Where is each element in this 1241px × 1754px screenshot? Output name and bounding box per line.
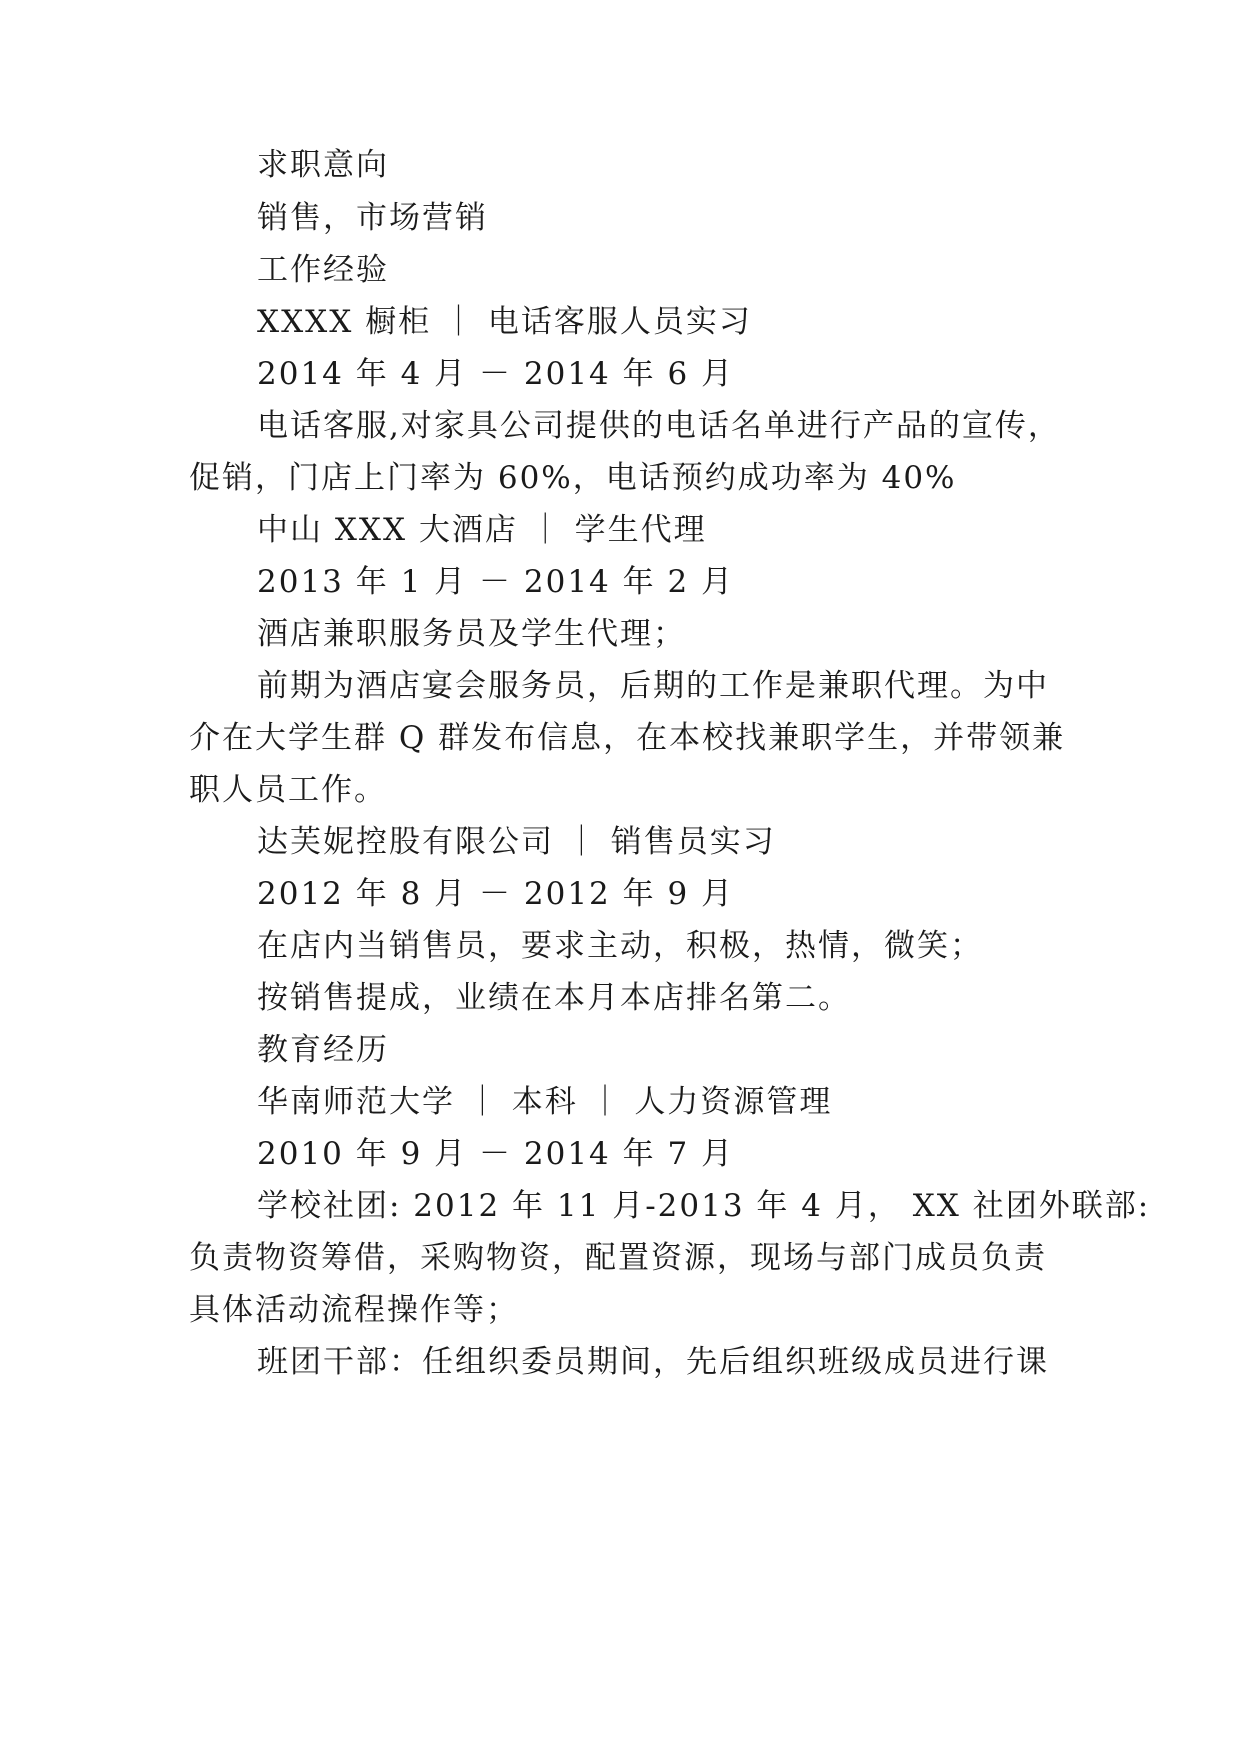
job-title: XXXX 橱柜 ｜ 电话客服人员实习 bbox=[257, 304, 752, 340]
job-period: 2014 年 4 月 － 2014 年 6 月 bbox=[257, 356, 735, 392]
education-description-line: 班团干部：任组织委员期间，先后组织班级成员进行课 bbox=[257, 1344, 1049, 1380]
job-description-line: 促销，门店上门率为 60%，电话预约成功率为 40% bbox=[189, 460, 957, 496]
section-heading-intent: 求职意向 bbox=[257, 147, 389, 183]
education-description-line: 负责物资筹借，采购物资，配置资源，现场与部门成员负责 bbox=[189, 1240, 1047, 1276]
job-description-line: 电话客服,对家具公司提供的电话名单进行产品的宣传， bbox=[257, 408, 1061, 444]
education-title: 华南师范大学 ｜ 本科 ｜ 人力资源管理 bbox=[257, 1084, 833, 1120]
job-description-line: 职人员工作。 bbox=[189, 772, 387, 808]
job-description-line: 酒店兼职服务员及学生代理； bbox=[257, 616, 686, 652]
education-description-line: 学校社团: 2012 年 11 月-2013 年 4 月， XX 社团外联部: bbox=[257, 1188, 1151, 1224]
job-title: 中山 XXX 大酒店 ｜ 学生代理 bbox=[257, 512, 707, 548]
intent-value: 销售，市场营销 bbox=[257, 200, 488, 236]
job-description-line: 介在大学生群 Q 群发布信息，在本校找兼职学生，并带领兼 bbox=[189, 720, 1066, 756]
job-description-line: 在店内当销售员，要求主动，积极，热情，微笑； bbox=[257, 928, 983, 964]
education-period: 2010 年 9 月 － 2014 年 7 月 bbox=[257, 1136, 735, 1172]
section-heading-education: 教育经历 bbox=[257, 1032, 389, 1068]
job-description-line: 前期为酒店宴会服务员，后期的工作是兼职代理。为中 bbox=[257, 668, 1049, 704]
section-heading-work: 工作经验 bbox=[257, 252, 389, 288]
education-description-line: 具体活动流程操作等； bbox=[189, 1292, 519, 1328]
job-period: 2012 年 8 月 － 2012 年 9 月 bbox=[257, 876, 735, 912]
job-period: 2013 年 1 月 － 2014 年 2 月 bbox=[257, 564, 735, 600]
job-description-line: 按销售提成，业绩在本月本店排名第二。 bbox=[257, 980, 851, 1016]
job-title: 达芙妮控股有限公司 ｜ 销售员实习 bbox=[257, 824, 776, 860]
